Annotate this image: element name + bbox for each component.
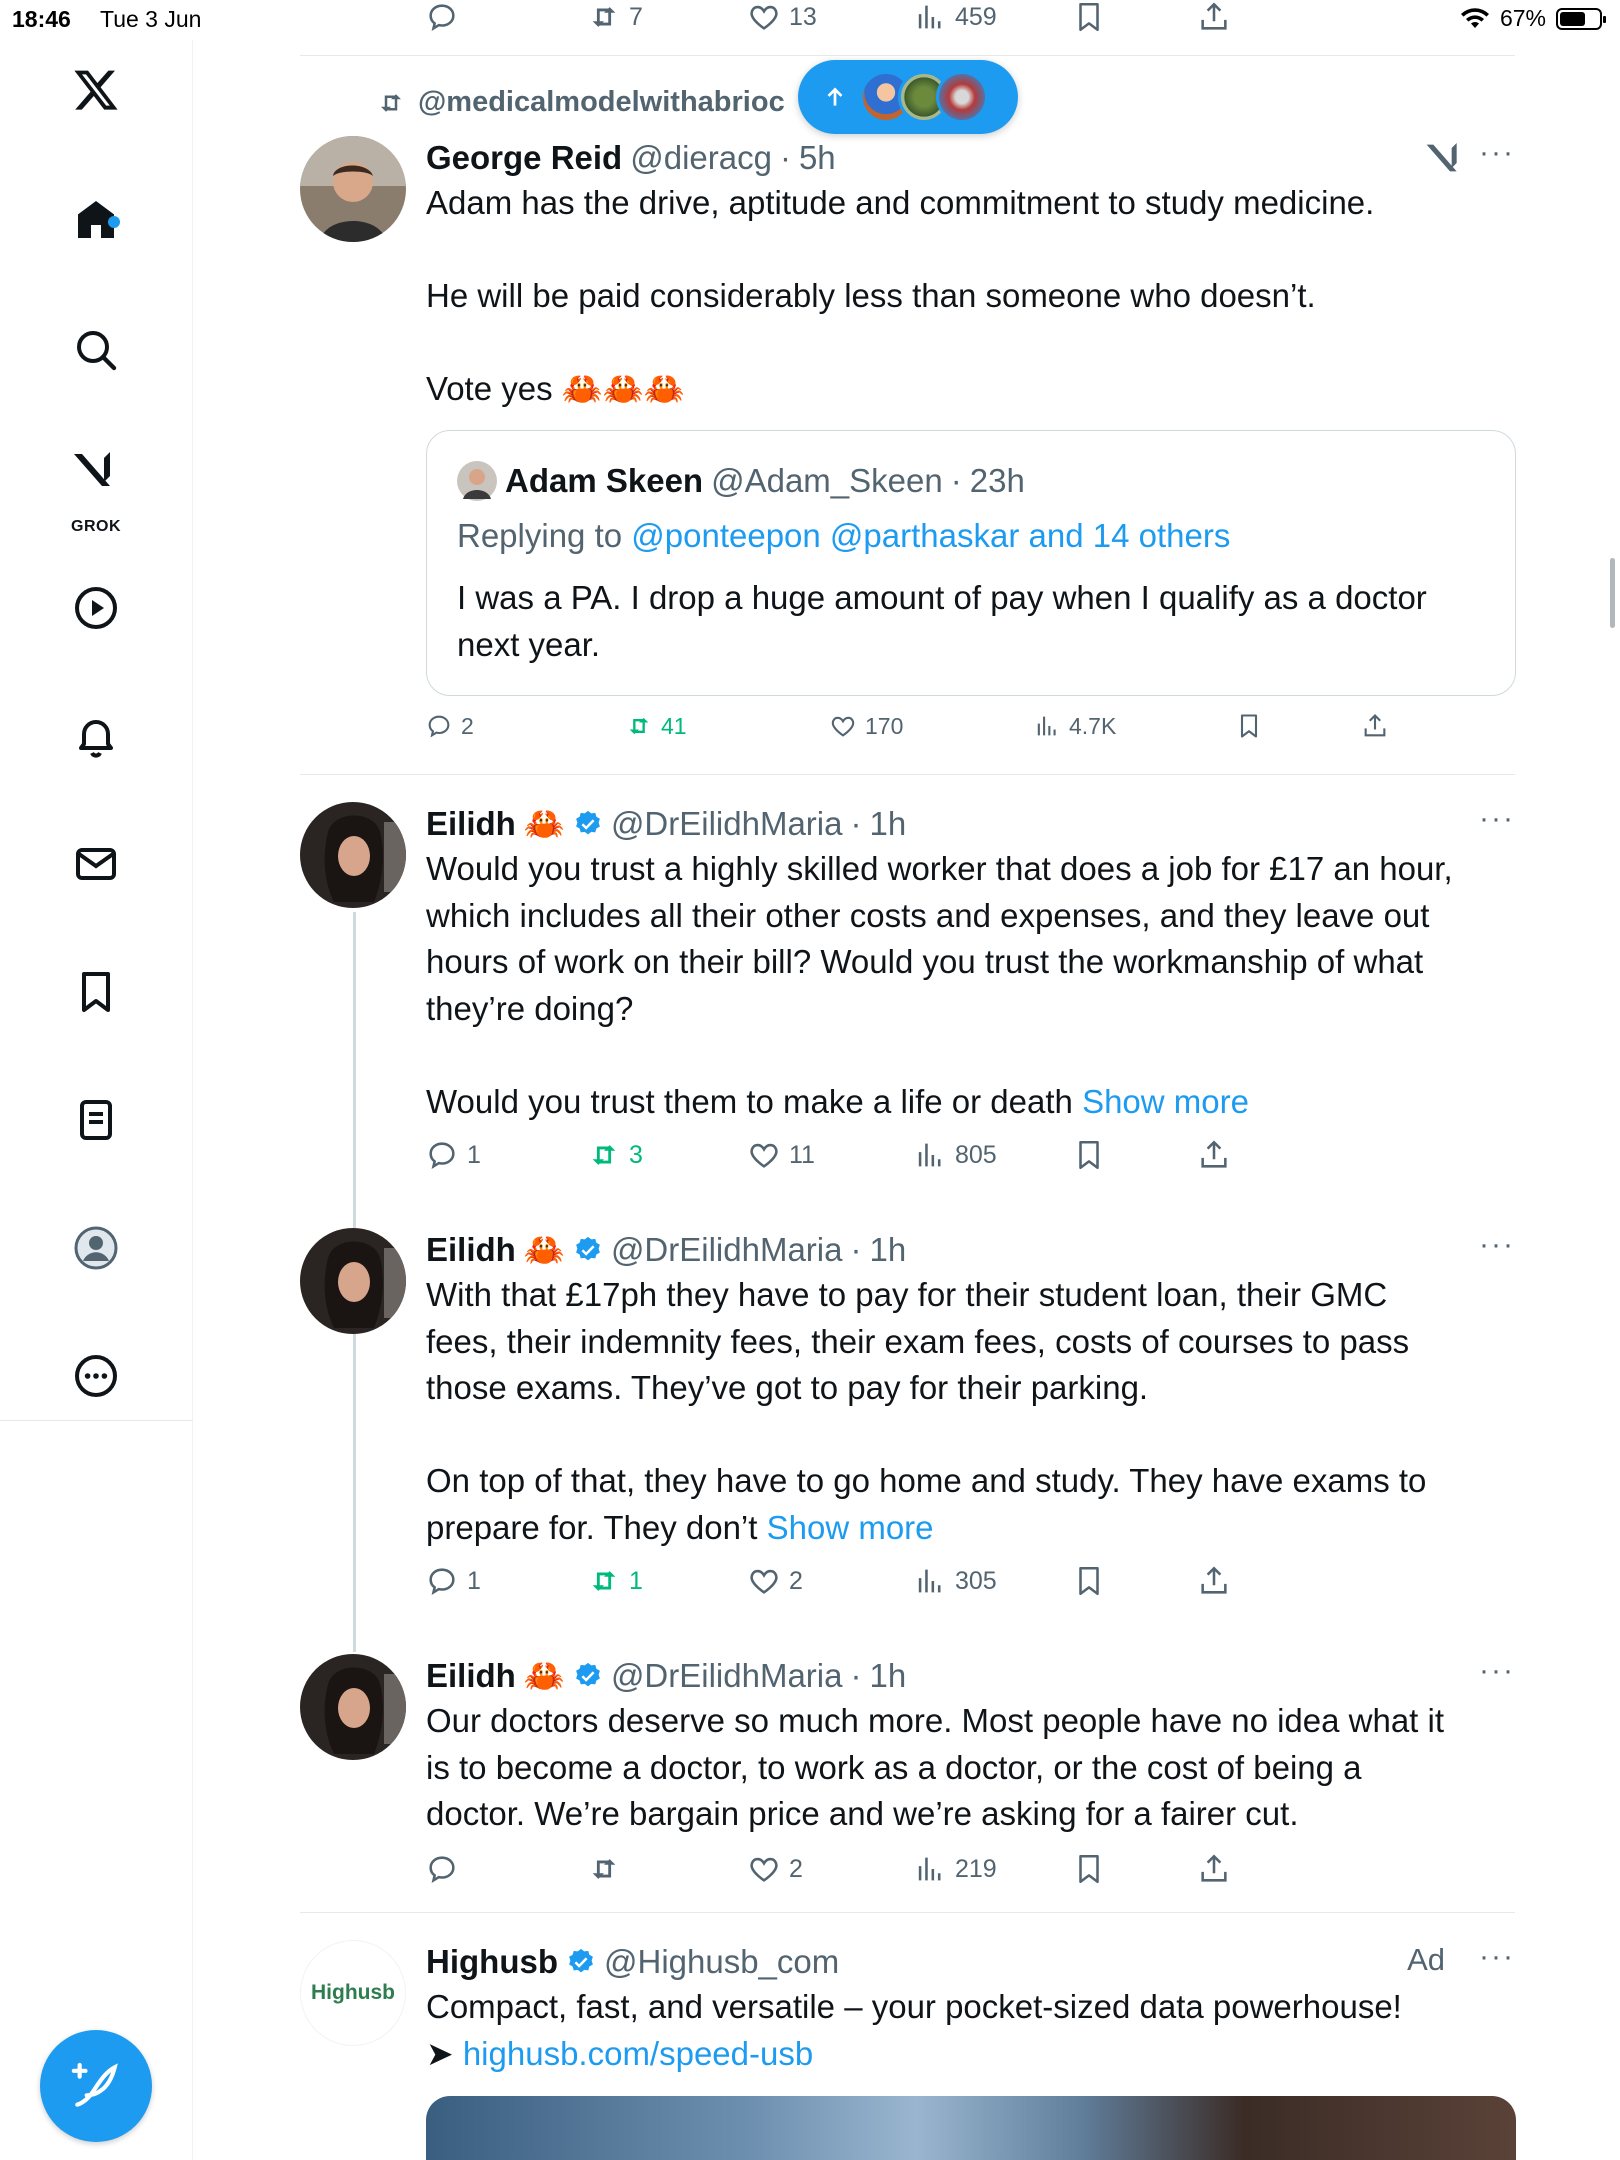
retweet-count: 3: [629, 1140, 643, 1169]
mail-icon[interactable]: [66, 834, 126, 894]
tweet-line: Vote yes 🦀🦀🦀: [426, 370, 686, 407]
sidebar-divider: [0, 1420, 193, 1421]
views-button[interactable]: [913, 0, 997, 34]
like-count: 2: [789, 1854, 803, 1883]
bookmark-icon: [1072, 1852, 1106, 1886]
share-button[interactable]: [1361, 712, 1389, 740]
show-more-link[interactable]: Show more: [766, 1508, 934, 1546]
tweet-line: Would you trust them to make a life or death: [426, 1082, 1073, 1120]
author-handle[interactable]: @Highusb_com: [603, 1943, 840, 1980]
tweet-time[interactable]: 1h: [869, 805, 907, 842]
retweet-count: 41: [661, 712, 687, 739]
profile-icon[interactable]: [66, 1218, 126, 1278]
ad-label: Ad: [1407, 1942, 1445, 1977]
verified-icon: [573, 1235, 603, 1265]
like-count: 2: [789, 1566, 803, 1595]
tweet-time[interactable]: 5h: [798, 139, 836, 176]
tweet-line: fees, their indemnity fees, their exam fees, costs of courses to pass: [426, 1322, 1410, 1360]
share-icon: [1197, 1564, 1231, 1598]
retweet-icon: [376, 88, 406, 118]
like-button[interactable]: [747, 1564, 803, 1598]
avatar[interactable]: [300, 1940, 406, 2046]
quote-author-name[interactable]: Adam Skeen: [505, 462, 704, 499]
action-row: [425, 1852, 1425, 1892]
like-icon: [747, 1564, 781, 1598]
retweet-button[interactable]: [587, 0, 643, 34]
reply-button[interactable]: [425, 0, 459, 34]
wifi-icon: [1460, 8, 1490, 30]
thread-line: [353, 1336, 356, 1650]
avatar[interactable]: [300, 1228, 406, 1334]
like-button[interactable]: [747, 1138, 815, 1172]
ad-logo-text: Highusb: [311, 1981, 395, 2004]
quote-tweet[interactable]: [426, 430, 1516, 696]
video-icon[interactable]: [66, 578, 126, 638]
tweet-line: He will be paid considerably less than someone who doesn’t.: [426, 277, 1316, 314]
battery-icon: [1556, 8, 1602, 30]
replying-to-link[interactable]: @ponteepon @parthaskar and 14 others: [631, 517, 1231, 554]
quote-time: 23h: [969, 462, 1025, 499]
more-options-icon[interactable]: ···: [1479, 1228, 1515, 1261]
like-button[interactable]: [829, 712, 903, 740]
feed-divider: [300, 55, 1515, 56]
retweet-icon: [625, 712, 653, 740]
bookmark-button[interactable]: [1072, 1852, 1106, 1886]
bookmark-button[interactable]: [1072, 1138, 1106, 1172]
notification-dot: [108, 216, 120, 228]
retweet-count: 1: [629, 1566, 643, 1595]
bookmark-icon[interactable]: [66, 962, 126, 1022]
author-handle[interactable]: @dieracg: [630, 139, 772, 176]
author-name[interactable]: Highusb: [426, 1943, 558, 1980]
share-button[interactable]: [1197, 1138, 1231, 1172]
separator-dot: ·: [850, 1231, 862, 1268]
reply-icon: [425, 1852, 459, 1886]
avatar[interactable]: [457, 461, 497, 501]
avatar[interactable]: [300, 136, 406, 242]
reply-count: 1: [467, 1566, 481, 1595]
list-icon[interactable]: [66, 1090, 126, 1150]
author-emoji: 🦀: [523, 804, 565, 842]
views-count: 459: [955, 2, 997, 31]
reply-button[interactable]: [425, 1564, 481, 1598]
reply-icon: [425, 1564, 459, 1598]
separator-dot: ·: [950, 462, 962, 499]
scrollbar[interactable]: [1610, 558, 1615, 628]
grok-icon[interactable]: [1425, 138, 1465, 178]
replying-prefix: Replying to: [457, 517, 632, 554]
grok-label: GROK: [71, 518, 121, 535]
tweet-line: which includes all their other costs and expenses, and they leave out: [426, 896, 1430, 934]
search-icon[interactable]: [66, 320, 126, 380]
ad-media-image[interactable]: [426, 2096, 1516, 2160]
author-name[interactable]: Eilidh: [426, 1657, 516, 1694]
feed-divider: [300, 1912, 1515, 1913]
bell-icon[interactable]: [66, 706, 126, 766]
bookmark-button[interactable]: [1072, 1564, 1106, 1598]
arrow-up-icon: [822, 84, 848, 110]
bookmark-icon: [1235, 712, 1263, 740]
quote-author-handle[interactable]: @Adam_Skeen: [711, 462, 943, 499]
retweet-button[interactable]: [587, 1564, 643, 1598]
separator-dot: ·: [850, 1657, 862, 1694]
reply-icon: [425, 1138, 459, 1172]
author-name[interactable]: Eilidh: [426, 805, 516, 842]
tweet-line: Our doctors deserve so much more. Most people have no idea what it: [426, 1702, 1445, 1739]
tweet-text: [426, 846, 1506, 1125]
share-button[interactable]: [1197, 1564, 1231, 1598]
tweet-line: On top of that, they have to go home and study. They have exams to: [426, 1462, 1427, 1499]
tweet-line: those exams. They’ve got to pay for their parking.: [426, 1369, 1149, 1406]
retweet-count: 7: [629, 2, 643, 31]
verified-icon: [573, 809, 603, 839]
like-count: 11: [789, 1140, 815, 1169]
action-row: [425, 1138, 1425, 1178]
author-handle[interactable]: @DrEilidhMaria: [610, 805, 843, 842]
tweet-time[interactable]: 1h: [869, 1657, 907, 1694]
author-name[interactable]: Eilidh: [426, 1231, 516, 1268]
separator-dot: ·: [850, 805, 862, 842]
sidebar: [0, 40, 193, 2160]
avatar[interactable]: [300, 1654, 406, 1760]
retweet-icon: [587, 0, 621, 34]
like-icon: [747, 0, 781, 34]
avatar[interactable]: [300, 802, 406, 908]
tweet-line: prepare for. They don’t: [426, 1508, 758, 1546]
tweet-text: [426, 1698, 1506, 1838]
arrow-glyph: ➤: [426, 2034, 463, 2072]
tweet-line: hours of work on their bill? Would you trust the workmanship of what: [426, 943, 1424, 980]
status-date: Tue 3 Jun: [100, 6, 202, 32]
author-emoji: 🦀: [523, 1230, 565, 1268]
share-icon: [1197, 0, 1231, 34]
author-handle[interactable]: @DrEilidhMaria: [610, 1231, 843, 1268]
share-icon: [1197, 1138, 1231, 1172]
tweet-line: is to become a doctor, to work as a doctor, or the cost of being a: [426, 1748, 1362, 1786]
reply-icon: [425, 0, 459, 34]
tweet-line-blank: [426, 227, 1506, 274]
reply-button[interactable]: [425, 1138, 481, 1172]
like-count: 170: [865, 712, 904, 739]
views-icon: [913, 1138, 947, 1172]
verified-icon: [573, 1661, 603, 1691]
views-button[interactable]: [913, 1138, 997, 1172]
retweet-icon: [587, 1138, 621, 1172]
share-icon: [1361, 712, 1389, 740]
author-name[interactable]: George Reid: [426, 139, 623, 176]
tweet-line: With that £17ph they have to pay for their student loan, their GMC: [426, 1276, 1388, 1313]
grok-icon[interactable]: [66, 440, 126, 500]
reply-button[interactable]: [425, 712, 474, 740]
tweet-line-blank: [426, 320, 1506, 367]
action-row-partial: [425, 0, 1425, 40]
retweet-icon: [587, 1564, 621, 1598]
new-posts-pill[interactable]: [798, 60, 1018, 134]
replying-to: [457, 517, 1230, 555]
more-options-icon[interactable]: ···: [1479, 802, 1515, 835]
battery-percent: 67%: [1499, 5, 1546, 31]
retweet-context[interactable]: [376, 86, 785, 119]
views-count: 4.7K: [1069, 712, 1117, 739]
avatar: [936, 71, 988, 123]
bookmark-icon: [1072, 1138, 1106, 1172]
reply-button[interactable]: [425, 1852, 459, 1886]
more-options-icon[interactable]: ···: [1479, 1654, 1515, 1687]
retweet-icon: [587, 1852, 621, 1886]
retweet-context-text: @medicalmodelwithabrioc: [418, 86, 785, 118]
retweet-button[interactable]: [625, 712, 687, 740]
like-button[interactable]: [747, 0, 817, 34]
views-count: 805: [955, 1140, 997, 1169]
separator-dot: ·: [779, 139, 791, 176]
views-button[interactable]: [913, 1852, 997, 1886]
action-row: [425, 712, 1425, 752]
like-icon: [747, 1852, 781, 1886]
tweet-line: Would you trust a highly skilled worker that does a job for £17 an hour,: [426, 850, 1453, 887]
reply-icon: [425, 712, 453, 740]
like-button[interactable]: [747, 1852, 803, 1886]
feed-divider: [300, 774, 1515, 775]
views-count: 305: [955, 1566, 997, 1595]
more-options-icon[interactable]: ···: [1479, 1940, 1515, 1973]
tweet-line-blank: [426, 1032, 1506, 1079]
verified-icon: [566, 1947, 596, 1977]
reply-count: 2: [461, 712, 474, 739]
more-options-icon[interactable]: ···: [1479, 136, 1515, 169]
views-count: 219: [955, 1854, 997, 1883]
compose-icon: [68, 2058, 124, 2114]
x-logo-icon[interactable]: [66, 60, 126, 120]
like-icon: [829, 712, 857, 740]
like-icon: [747, 1138, 781, 1172]
tweet-line: Adam has the drive, aptitude and commitment to study medicine.: [426, 184, 1375, 221]
ad-link[interactable]: highusb.com/speed-usb: [462, 2034, 814, 2072]
more-icon[interactable]: [66, 1346, 126, 1406]
tweet-line: doctor. We’re bargain price and we’re asking for a fairer cut.: [426, 1795, 1299, 1832]
views-icon: [913, 0, 947, 34]
tweet-text: [426, 180, 1506, 413]
tweet-text: [426, 1272, 1506, 1551]
status-time: 18:46: [12, 6, 71, 32]
tweet-line-blank: [426, 1412, 1506, 1459]
bookmark-icon: [1072, 0, 1106, 34]
bookmark-button[interactable]: [1072, 0, 1106, 34]
tweet-line: they’re doing?: [426, 989, 634, 1027]
share-button[interactable]: [1197, 0, 1231, 34]
bookmark-button[interactable]: [1235, 712, 1263, 740]
views-button[interactable]: [1033, 712, 1116, 740]
reply-count: 1: [467, 1140, 481, 1169]
quote-text: I was a PA. I drop a huge amount of pay when I qualify as a doctor next year.: [457, 579, 1427, 663]
tweet-text: [426, 1984, 1506, 2077]
author-emoji: 🦀: [523, 1656, 565, 1694]
tweet-line: Compact, fast, and versatile – your pocket-sized data powerhouse!: [426, 1988, 1402, 2025]
views-button[interactable]: [913, 1564, 997, 1598]
retweet-button[interactable]: [587, 1852, 621, 1886]
tweet-time[interactable]: 1h: [869, 1231, 907, 1268]
retweet-button[interactable]: [587, 1138, 643, 1172]
views-icon: [1033, 712, 1061, 740]
like-count: 13: [789, 2, 817, 31]
show-more-link[interactable]: Show more: [1082, 1082, 1249, 1120]
action-row: [425, 1564, 1425, 1604]
share-button[interactable]: [1197, 1852, 1231, 1886]
views-icon: [913, 1564, 947, 1598]
views-icon: [913, 1852, 947, 1886]
share-icon: [1197, 1852, 1231, 1886]
author-handle[interactable]: @DrEilidhMaria: [610, 1657, 843, 1694]
bookmark-icon: [1072, 1564, 1106, 1598]
compose-button[interactable]: [40, 2030, 152, 2142]
